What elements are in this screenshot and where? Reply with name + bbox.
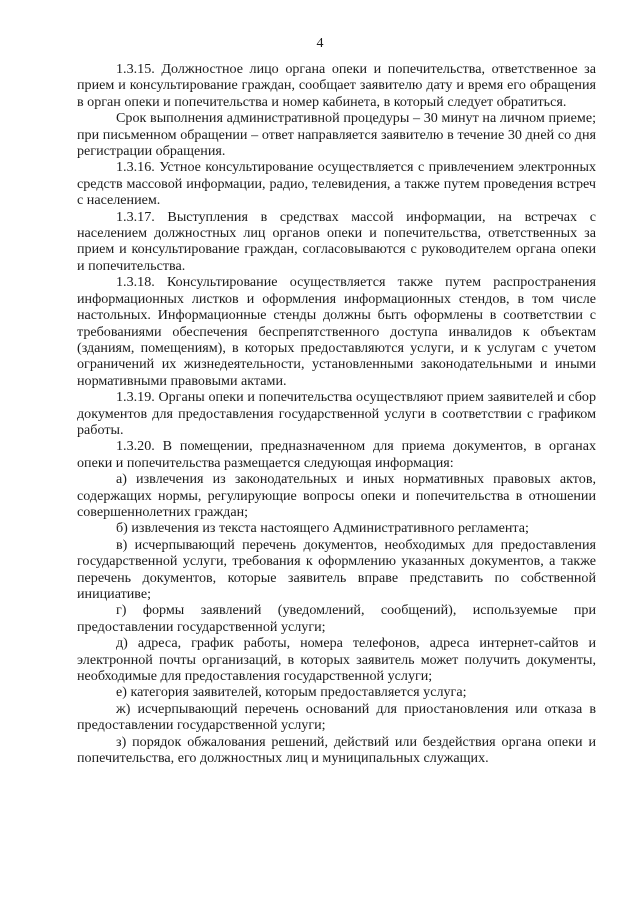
paragraph-1-3-15: 1.3.15. Должностное лицо органа опеки и попечительства, ответственное за прием и консультирование граждан, сообщает заявителю дату и время его обращения в орган опеки и попечительства и номер кабинета, в который следует обратиться. [77, 61, 596, 110]
paragraph-procedure-duration: Срок выполнения административной процедуры – 30 минут на личном приеме; при письменном обращении – ответ направляется заявителю в течение 30 дней со дня регистрации обращения. [77, 110, 596, 160]
list-item-g: г) формы заявлений (уведомлений, сообщений), используемые при предоставлении государственной услуги; [77, 602, 596, 635]
page-number: 4 [316, 36, 324, 51]
document-body [77, 61, 596, 766]
list-item-z: з) порядок обжалования решений, действий или бездействия органа опеки и попечительства, его должностных лиц и муниципальных служащих. [77, 733, 596, 767]
paragraph-1-3-20: 1.3.20. В помещении, предназначенном для приема документов, в органах опеки и попечительства размещается следующая информация: [77, 438, 596, 471]
list-item-a: а) извлечения из законодательных и иных нормативных правовых актов, содержащих нормы, регулирующие вопросы опеки и попечительства в отношении совершеннолетних граждан; [77, 471, 596, 520]
paragraph-1-3-16: 1.3.16. Устное консультирование осуществляется с привлечением электронных средств массовой информации, радио, телевидения, а также путем проведения встреч с населением. [77, 159, 596, 209]
paragraph-1-3-18: 1.3.18. Консультирование осуществляется также путем распространения информационных листков и оформления информационных стендов, в том числе настольных. Информационные стенды должны быть оформлены в соответствии с требованиями обеспечения беспрепятственного доступа инвалидов к объектам (зданиям, помещениям), в которых предоставляются услуги, и к услугам с учетом ограничений их жизнедеятельности, установленными законодательными и иными нормативными правовыми актами. [77, 274, 596, 389]
list-item-e: е) категория заявителей, которым предоставляется услуга; [116, 684, 467, 701]
list-item-v: в) исчерпывающий перечень документов, необходимых для предоставления государственной услуги, требования к оформлению указанных документов, а также перечень документов, которые заявитель вправе представить по собственной инициативе; [77, 536, 596, 602]
list-item-d: д) адреса, график работы, номера телефонов, адреса интернет-сайтов и электронной почты организаций, в которых заявитель может получить документы, необходимые для предоставления государственной услуги; [77, 635, 596, 685]
list-item-zh: ж) исчерпывающий перечень оснований для приостановления или отказа в предоставлении государственной услуги; [77, 700, 596, 734]
paragraph-1-3-19: 1.3.19. Органы опеки и попечительства осуществляют прием заявителей и сбор документов для предоставления государственной услуги в соответствии с графиком работы. [77, 389, 596, 438]
list-item-b: б) извлечения из текста настоящего Административного регламента; [116, 520, 529, 537]
paragraph-1-3-17: 1.3.17. Выступления в средствах массой информации, на встречах с населением должностных лиц органов опеки и попечительства, ответственных за прием и консультирование граждан, согласовываются с руководителем органа опеки и попечительства. [77, 208, 596, 274]
